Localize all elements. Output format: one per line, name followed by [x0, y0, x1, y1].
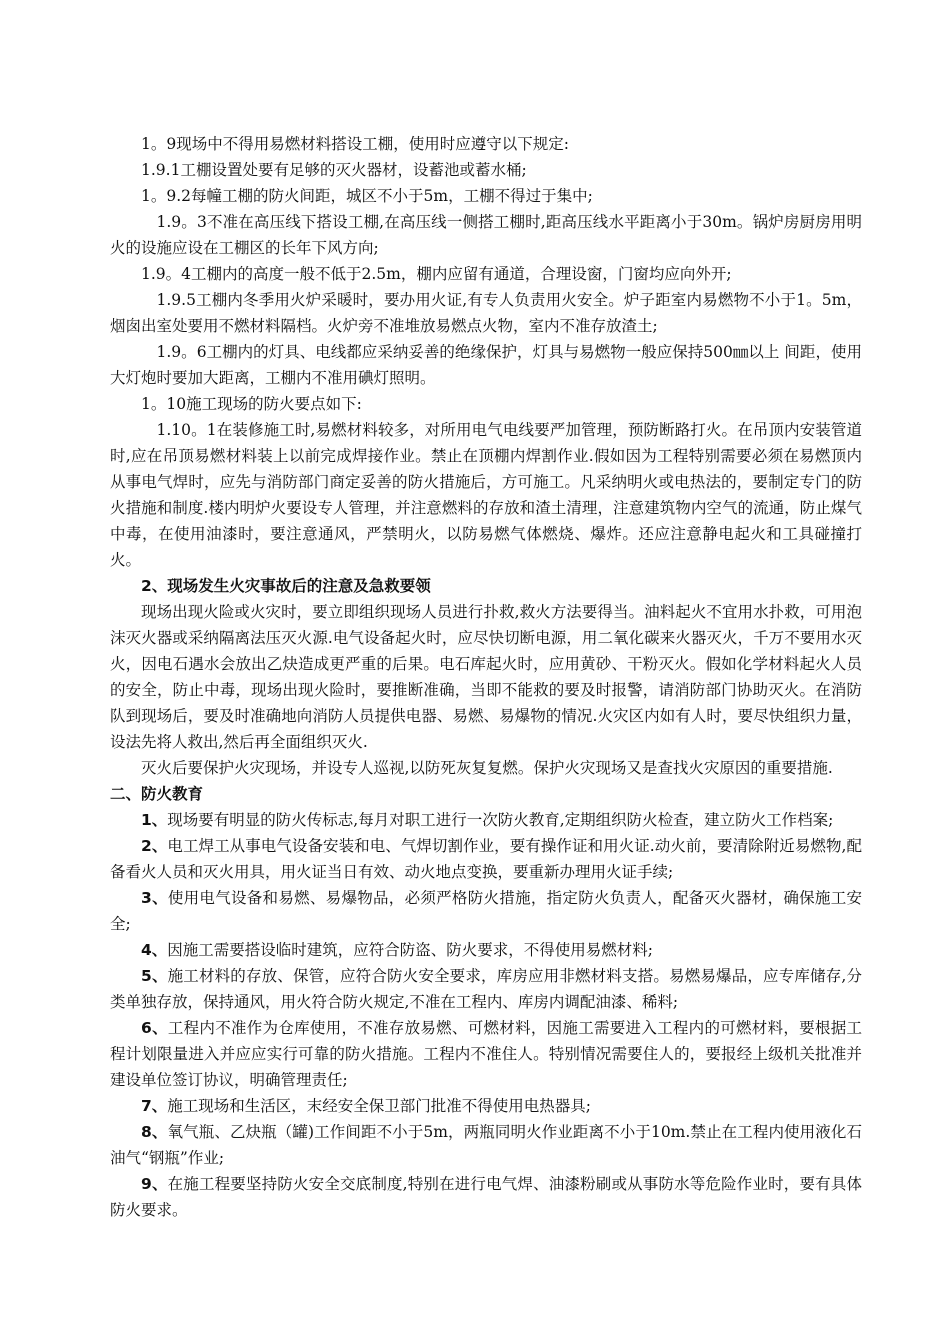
item-1-9-2: 1。9.2每幢工棚的防火间距，城区不小于5m，工棚不得过于集中;: [141, 187, 593, 205]
item-1-9-6: 1.9。6工棚内的灯具、电线都应采纳妥善的绝缘保护，灯具与易燃物一般应保持500㎜以上 间距，使用大灯炮时要加大距离，工棚内不准用碘灯照明。: [110, 343, 862, 387]
item-1-9-5: 1.9.5工棚内冬季用火炉采暖时，要办用火证,有专人负责用火安全。炉子距室内易燃物不小于1。5m，烟囱出室处要用不燃材料隔档。火炉旁不准堆放易燃点火物，室内不准存放渣土;: [110, 291, 862, 335]
item-1-10-1: 1.10。1在装修施工时,易燃材料较多，对所用电气电线要严加管理，预防断路打火。在吊顶内安装管道时,应在吊顶易燃材料装上以前完成焊接作业。禁止在顶棚内焊割作业.假如因为工程特别需要必须在易燃顶内从事电气焊时，应先与消防部门商定妥善的防火措施后，方可施工。凡采纳明火或电热法的，要制定专门的防火措施和制度.楼内明炉火要设专人管理，并注意燃料的存放和渣土清理，注意建筑物内空气的流通，防止煤气中毒，在使用油漆时，要注意通风，严禁明火，以防易燃气体燃烧、爆炸。还应注意静电起火和工具碰撞打火。: [110, 421, 862, 569]
item-1-9-3: 1.9。3不准在高压线下搭设工棚,在高压线一侧搭工棚时,距高压线水平距离小于30m。锅炉房厨房用明火的设施应设在工棚区的长年下风方向;: [110, 213, 862, 257]
edu-item-4: 4、因施工需要搭设临时建筑，应符合防盗、防火要求，不得使用易燃材料;: [141, 941, 654, 959]
edu-item-number: 4、: [141, 941, 168, 959]
education-heading: 二、防火教育: [110, 785, 204, 803]
edu-item-number: 1、: [141, 811, 168, 829]
edu-item-2: 2、电工焊工从事电气设备安装和电、气焊切割作业，要有操作证和用火证.动火前，要清除附近易燃物,配备看火人员和灭火用具，用火证当日有效、动火地点变换，要重新办理用火证手续;: [110, 837, 862, 881]
edu-item-1: 1、现场要有明显的防火传标志,每月对职工进行一次防火教育,定期组织防火检查，建立防火工作档案;: [141, 811, 834, 829]
edu-item-3: 3、使用电气设备和易燃、易爆物品，必须严格防火措施，指定防火负责人，配备灭火器材，确保施工安全;: [110, 889, 862, 933]
edu-item-5: 5、施工材料的存放、保管，应符合防火安全要求，库房应用非燃材料支搭。易燃易爆品，应专库储存,分类单独存放，保持通风，用火符合防火规定,不准在工程内、库房内调配油漆、稀料;: [110, 967, 862, 1011]
section-1-9-title: 1。9现场中不得用易燃材料搭设工棚，使用时应遵守以下规定:: [141, 135, 569, 153]
edu-item-8: 8、氧气瓶、乙炔瓶（罐)工作间距不小于5m，两瓶同明火作业距离不小于10m.禁止在工程内使用液化石油气“钢瓶”作业;: [110, 1123, 862, 1167]
section-2-para-1: 现场出现火险或火灾时，要立即组织现场人员进行扑救,救火方法要得当。油料起火不宜用水扑救，可用泡沫灭火器或采纳隔离法压灭火源.电气设备起火时，应尽快切断电源，用二氧化碳来火器灭火，千万不要用水灭火，因电石遇水会放出乙炔造成更严重的后果。电石库起火时，应用黄砂、干粉灭火。假如化学材料起火人员的安全，防止中毒，现场出现火险时，要推断准确，当即不能救的要及时报警，请消防部门协助灭火。在消防队到现场后，要及时准确地向消防人员提供电器、易燃、易爆物的情况.火灾区内如有人时，要尽快组织力量，设法先将人救出,然后再全面组织灭火.: [110, 603, 862, 751]
edu-item-6: 6、工程内不准作为仓库使用，不准存放易燃、可燃材料，因施工需要进入工程内的可燃材料，要根据工程计划限量进入并应应实行可靠的防火措施。工程内不准住人。特别情况需要住人的，要报经上级机关批准并建设单位签订协议，明确管理责任;: [110, 1019, 862, 1089]
edu-item-number: 2、: [141, 837, 168, 855]
document-page: [110, 131, 862, 1223]
edu-item-number: 6、: [141, 1019, 168, 1037]
edu-item-9: 9、在施工程要坚持防火安全交底制度,特别在进行电气焊、油漆粉刷或从事防水等危险作业时，要有具体防火要求。: [110, 1175, 862, 1219]
edu-item-number: 3、: [141, 889, 168, 907]
section-1-10-title: 1。10施工现场的防火要点如下:: [141, 395, 362, 413]
section-2-heading: 2、现场发生火灾事故后的注意及急救要领: [141, 577, 431, 595]
edu-item-number: 7、: [141, 1097, 168, 1115]
item-1-9-1: 1.9.1工棚设置处要有足够的灭火器材，设蓄池或蓄水桶;: [141, 161, 527, 179]
item-1-9-4: 1.9。4工棚内的高度一般不低于2.5m，棚内应留有通道，合理设窗，门窗均应向外开;: [141, 265, 732, 283]
section-2-para-2: 灭火后要保护火灾现场，并设专人巡视,以防死灰复复燃。保护火灾现场又是查找火灾原因的重要措施.: [141, 759, 833, 777]
edu-item-number: 5、: [141, 967, 168, 985]
edu-item-number: 8、: [141, 1123, 168, 1141]
edu-item-number: 9、: [141, 1175, 168, 1193]
edu-item-7: 7、施工现场和生活区，末经安全保卫部门批准不得使用电热器具;: [141, 1097, 592, 1115]
